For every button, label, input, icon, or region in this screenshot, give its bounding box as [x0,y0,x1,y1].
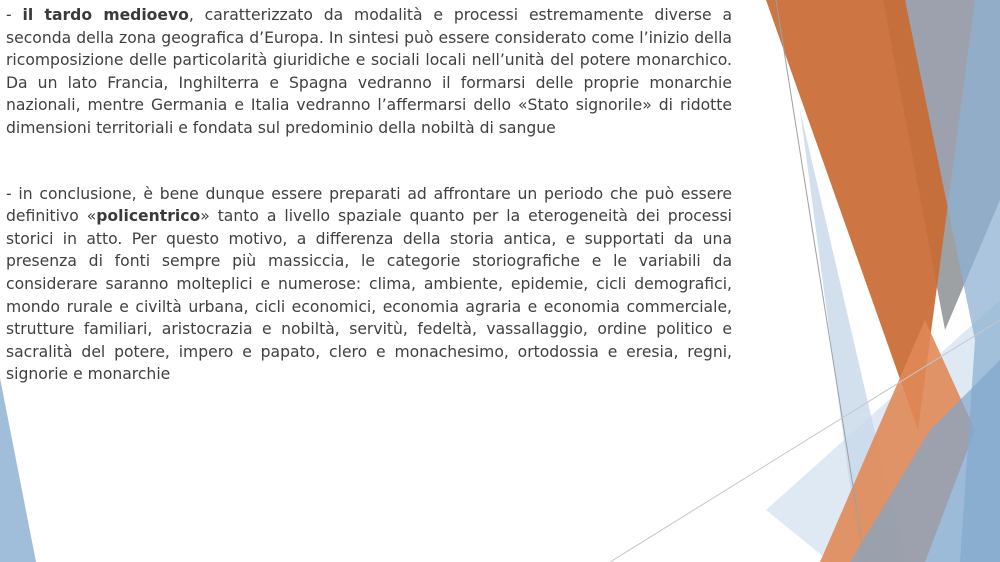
paragraph-tardo-medioevo [6,4,732,140]
paragraph-text: » tanto a livello spaziale quanto per la eterogeneità dei processi storici in atto. Per questo motivo, a differenza della storia antica, e supportati da una presenza di fonti sempre più massiccia, le categorie storiografiche e le variabili da considerare saranno molteplici e numerose: clima, ambiente, epidemie, cicli demografici, mondo rurale e civiltà urbana, cicli economici, economia agraria e economia commerciale, strutture familiari, aristocrazia e nobiltà, servitù, fedeltà, vassallaggio, ordine politico e sacralità del potere, impero e papato, clero e monachesimo, ortodossia e eresia, regni, signorie e monarchie [6,207,732,384]
paragraph-lead: - [6,6,23,24]
left-blue-facet [0,378,36,562]
paragraph-text: , caratterizzato da modalità e processi estremamente diverse a seconda della zona geografica d’Europa. In sintesi può essere considerato come l’inizio della ricomposizione delle particolarità giuridiche e sociali locali nell’unità del potere monarchico. Da un lato Francia, Inghilterra e Spagna vedranno il formarsi delle proprie monarchie nazionali, mentre Germania e Italia vedranno l’affermarsi dello «Stato signorile» di ridotte dimensioni territoriali e fondata sul predominio della nobiltà di sangue [6,6,733,137]
bold-term-tardo-medioevo: il tardo medioevo [22,6,189,24]
slide-body [6,4,732,386]
paragraph-conclusione [6,183,732,386]
bold-term-policentrico: policentrico [96,207,201,226]
paragraph-lead: - in conclusione, è bene dunque essere preparati ad affrontare un periodo che può essere definitivo « [6,184,732,226]
